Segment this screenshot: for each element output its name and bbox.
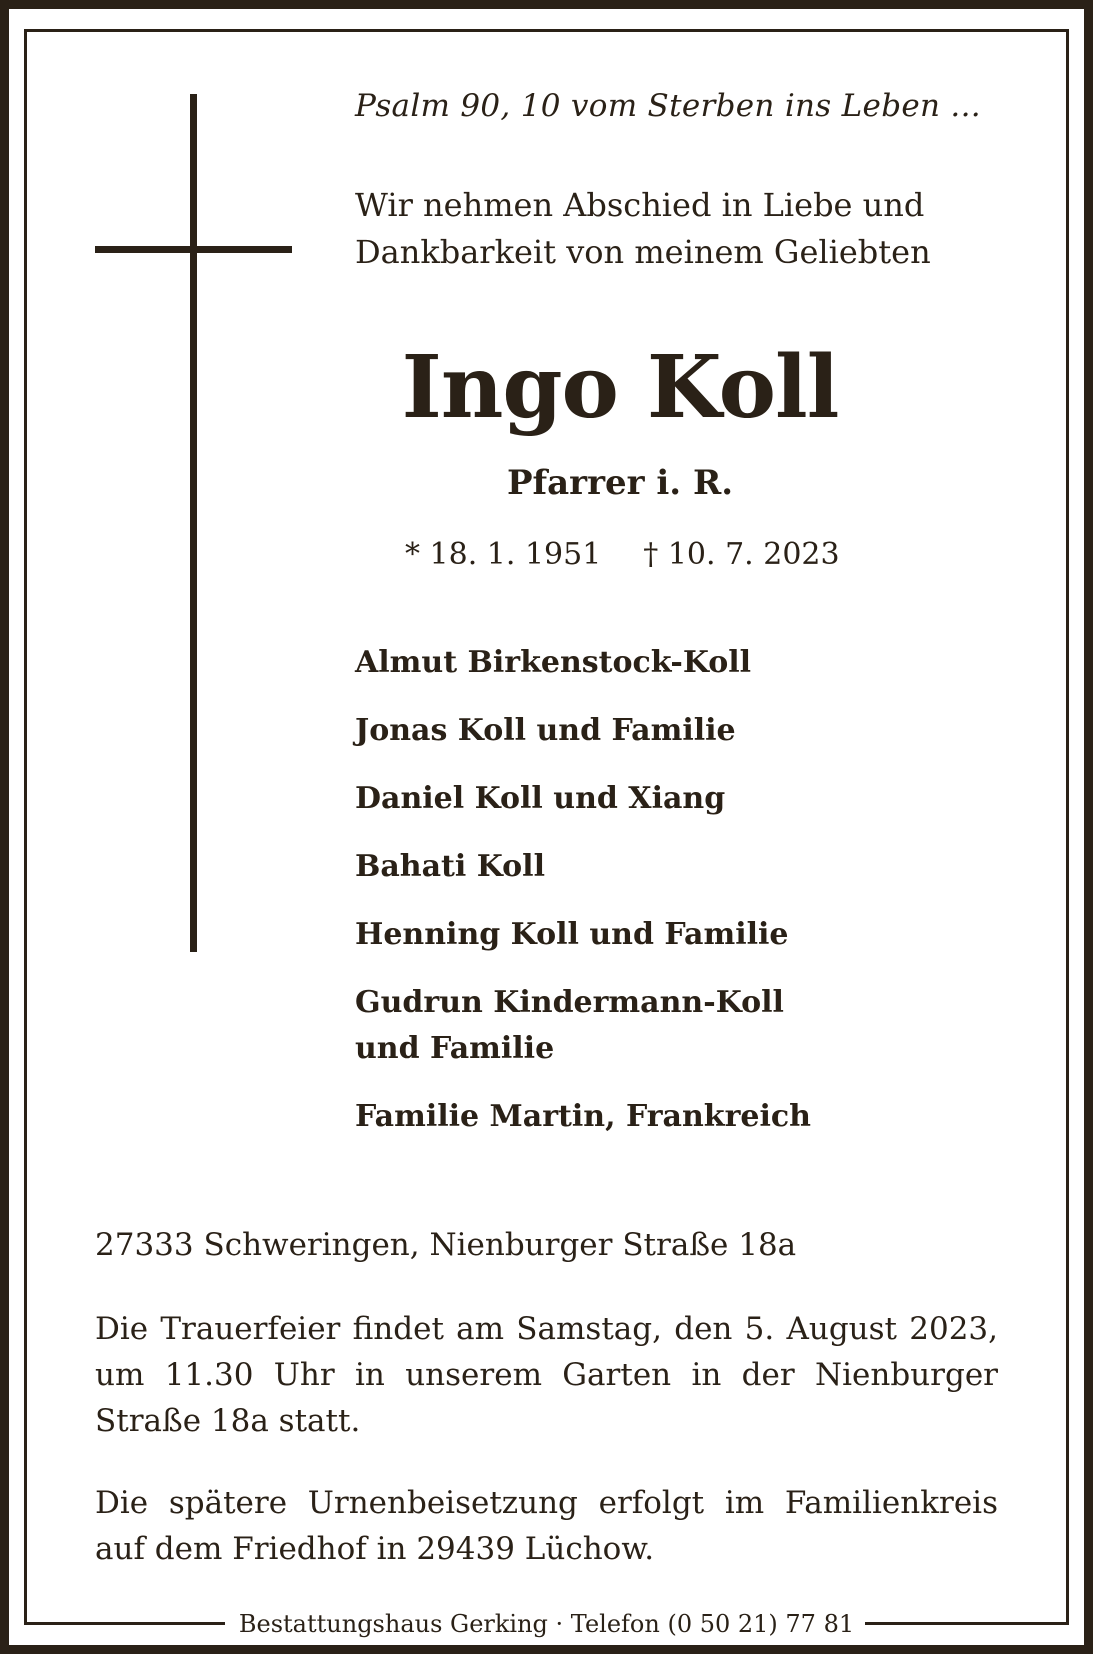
mourner-item: Henning Koll und Familie	[355, 917, 789, 952]
deceased-name: Ingo Koll	[401, 337, 839, 438]
mourner-item: Bahati Koll	[355, 849, 545, 884]
life-dates	[405, 537, 840, 572]
funeral-home-footer: Bestattungshaus Gerking · Telefon (0 50 21) 77 81	[238, 1610, 855, 1638]
urn-burial-notice: Die spätere Urnenbeisetzung erfolgt im Familienkreis auf dem Friedhof in 29439 Lüchow.	[95, 1485, 998, 1567]
intro-line-1: Wir nehmen Abschied in Liebe und	[355, 186, 925, 224]
cross-vertical-bar	[190, 94, 197, 952]
cross-horizontal-bar	[95, 246, 292, 253]
mourner-item: Gudrun Kindermann-Koll und Familie	[355, 985, 784, 1066]
intro-text	[355, 182, 931, 276]
mourner-item: Jonas Koll und Familie	[355, 713, 736, 748]
mourner-item: Almut Birkenstock-Koll	[355, 645, 752, 680]
mourner-item: Daniel Koll und Xiang	[355, 781, 726, 816]
family-address: 27333 Schweringen, Nienburger Straße 18a	[95, 1227, 797, 1263]
birth-date: * 18. 1. 1951	[405, 537, 602, 572]
mourner-item: Familie Martin, Frankreich	[355, 1099, 811, 1134]
mourners-list	[355, 640, 811, 1162]
funeral-notice: Die Trauerfeier findet am Samstag, den 5. August 2023, um 11.30 Uhr in unserem Garten in der Nienburger Straße 18a statt.	[95, 1311, 998, 1439]
psalm-verse: Psalm 90, 10 vom Sterben ins Leben ...	[355, 88, 981, 124]
intro-line-2: Dankbarkeit von meinem Geliebten	[355, 233, 931, 271]
death-date: † 10. 7. 2023	[643, 537, 840, 572]
deceased-title: Pfarrer i. R.	[506, 463, 734, 503]
